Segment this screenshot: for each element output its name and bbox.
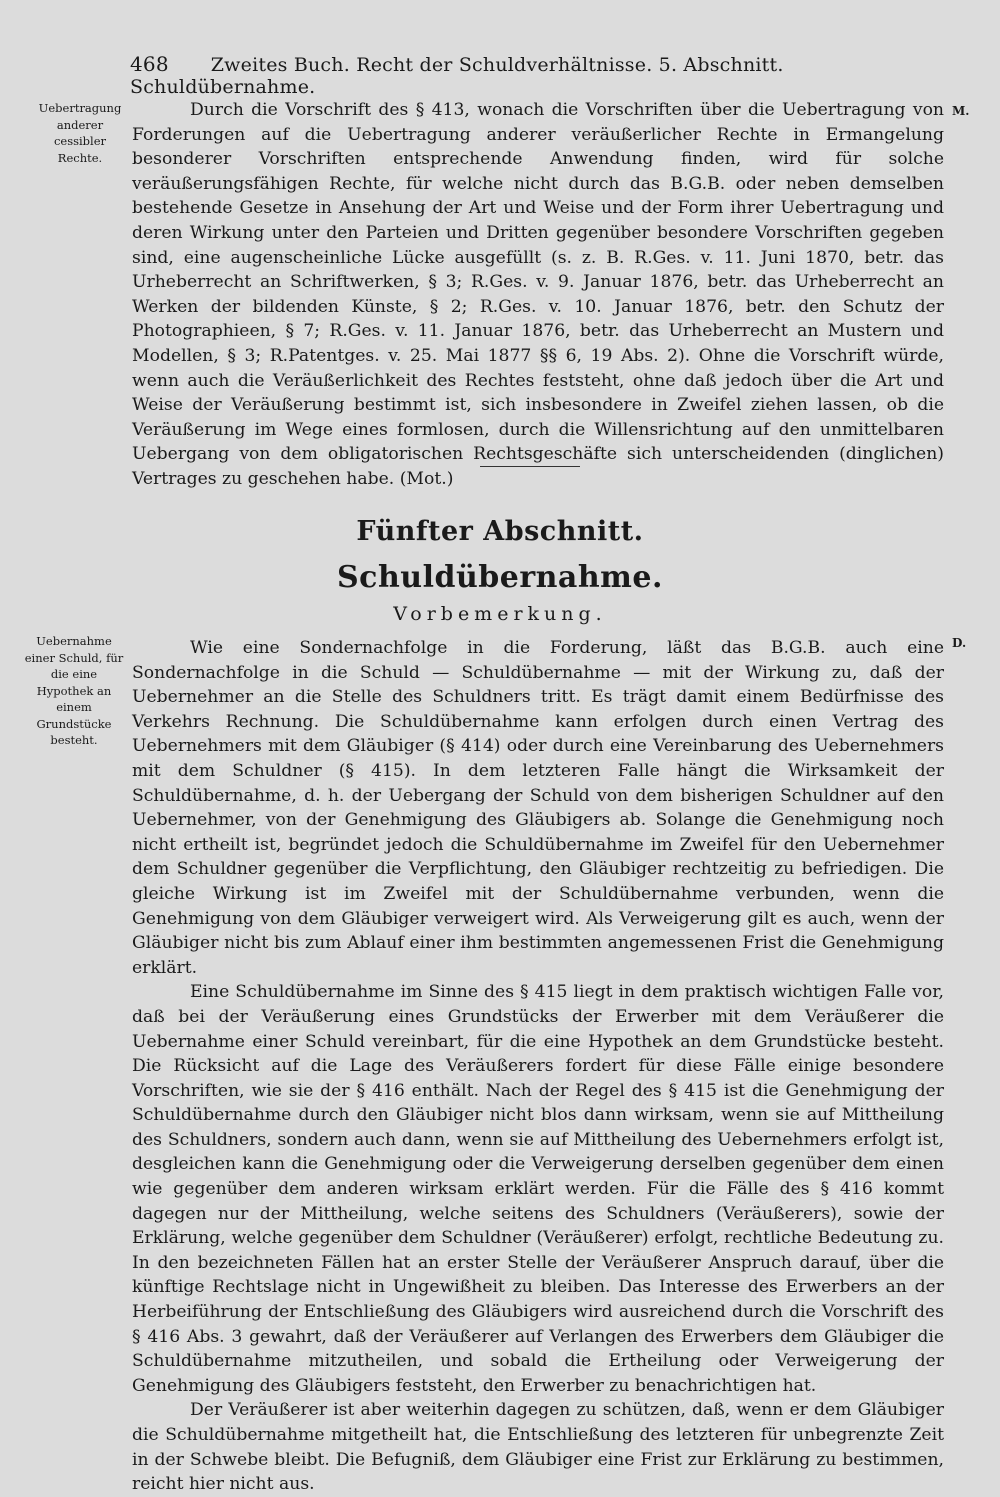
page-number: 468 — [130, 52, 169, 76]
paragraph-block-1 — [132, 98, 944, 492]
margin-letter-d: D. — [952, 636, 967, 650]
running-head-title: Zweites Buch. Recht der Schuldverhältnisse. 5. Abschnitt. Schuldübernahme. — [130, 54, 784, 98]
margin-letter-m: M. — [952, 104, 970, 118]
section-divider — [480, 466, 580, 467]
margin-note-assumption: Uebernahme einer Schuld, für die eine Hypothek an einem Grundstücke besteht. — [24, 634, 124, 747]
paragraph: Durch die Vorschrift des § 413, wonach die Vorschriften über die Uebertragung von Forderungen auf die Uebertragung anderer veräußerlicher Rechte in Ermangelung besonderer Vorschriften entsprechende Anwendung finden, wird für solche veräußerungsfähigen Rechte, für welche nicht durch das B.G.B. oder neben demselben bestehende Gesetze in Ansehung der Art und Weise und der Form ihrer Uebertragung und deren Wirkung unter den Parteien und Dritten gegenüber besondere Vorschriften gegeben sind, eine augenscheinliche Lücke ausgefüllt (s. z. B. R.Ges. v. 11. Juni 1870, betr. das Urheberrecht an Schriftwerken, § 3; R.Ges. v. 9. Januar 1876, betr. das Urheberrecht an Werken der bildenden Künste, § 2; R.Ges. v. 10. Januar 1876, betr. den Schutz der Photographieen, § 7; R.Ges. v. 11. Januar 1876, betr. das Urheberrecht an Mustern und Modellen, § 3; R.Patentges. v. 25. Mai 1877 §§ 6, 19 Abs. 2). Ohne die Vorschrift würde, wenn auch die Veräußerlichkeit des Rechtes feststeht, ohne daß jedoch über die Art und Weise der Veräußerung bestimmt ist, sich insbesondere in Zweifel ziehen lassen, ob die Veräußerung im Wege eines formlosen, durch die Willensrichtung auf den unmittelbaren Uebergang von dem obligatorischen Rechtsgeschäfte sich unterscheidenden (dinglichen) Vertrages zu geschehen habe. (Mot.) — [132, 100, 944, 489]
paragraph: Wie eine Sondernachfolge in die Forderung, läßt das B.G.B. auch eine Sondernachfolge in die Schuld — Schuldübernahme — mit der Wirkung zu, daß der Uebernehmer an die Stelle des Schuldners tritt. Es trägt damit einem Bedürfnisse des Verkehrs Rechnung. Die Schuldübernahme kann erfolgen durch einen Vertrag des Uebernehmers mit dem Gläubiger (§ 414) oder durch eine Vereinbarung des Uebernehmers mit dem Schuldner (§ 415). In dem letzteren Falle hängt die Wirksamkeit der Schuldübernahme, d. h. der Uebergang der Schuld von dem bisherigen Schuldner auf den Uebernehmer, von der Genehmigung des Gläubigers ab. Solange die Genehmigung noch nicht ertheilt ist, begründet jedoch die Schuldübernahme im Zweifel für den Uebernehmer dem Schuldner gegenüber die Verpflichtung, den Gläubiger rechtzeitig zu befriedigen. Die gleiche Wirkung ist im Zweifel mit der Schuldübernahme verbunden, wenn die Genehmigung von dem Gläubiger verweigert wird. Als Verweigerung gilt es auch, wenn der Gläubiger nicht bis zum Ablauf einer ihm bestimmten angemessenen Frist die Genehmigung erklärt. — [132, 638, 944, 978]
section-title: Schuldübernahme. — [337, 560, 663, 595]
section-subtitle: Vorbemerkung. — [393, 603, 607, 625]
paragraph: Eine Schuldübernahme im Sinne des § 415 liegt in dem praktisch wichtigen Falle vor, daß bei der Veräußerung eines Grundstücks der Erwerber mit dem Veräußerer die Uebernahme einer Schuld vereinbart, für die eine Hypothek an dem Grundstücke besteht. Die Rücksicht auf die Lage des Veräußerers fordert für diese Fälle einige besondere Vorschriften, wie sie der § 416 enthält. Nach der Regel des § 415 ist die Genehmigung der Schuldübernahme durch den Gläubiger nicht blos dann wirksam, wenn sie auf Mittheilung des Schuldners, sondern auch dann, wenn sie auf Mittheilung des Uebernehmers erfolgt ist, desgleichen kann die Genehmigung oder die Verweigerung derselben gegenüber dem einen wie gegenüber dem anderen wirksam erklärt werden. Für die Fälle des § 416 kommt dagegen nur der Mittheilung, welche seitens des Schuldners (Veräußerers), sowie der Erklärung, welche gegenüber dem Schuldner (Veräußerer) erfolgt, rechtliche Bedeutung zu. In den bezeichneten Fällen hat an erster Stelle der Veräußerer Anspruch darauf, über die künftige Rechtslage nicht in Ungewißheit zu bleiben. Das Interesse des Erwerbers an der Herbeiführung der Entschließung des Gläubigers wird ausreichend durch die Vorschrift des § 416 Abs. 3 gewahrt, daß der Veräußerer auf Verlangen des Erwerbers dem Gläubiger die Schuldübernahme mitzutheilen, und sobald die Ertheilung oder Verweigerung der Genehmigung des Gläubigers feststeht, den Erwerber zu benachrichtigen hat. — [132, 982, 944, 1396]
paragraph: Der Veräußerer ist aber weiterhin dagegen zu schützen, daß, wenn er dem Gläubiger die Schuldübernahme mitgetheilt hat, die Entschließung des letzteren für unbegrenzte Zeit in der Schwebe bleibt. Die Befugniß, dem Gläubiger eine Frist zur Erklärung zu bestimmen, reicht hier nicht aus. — [132, 1400, 944, 1495]
paragraph-block-2 — [132, 636, 944, 1497]
running-head — [130, 52, 870, 98]
margin-note-transfer: Uebertragung anderer cessibler Rechte. — [38, 101, 122, 165]
section-label: Fünfter Abschnitt. — [356, 516, 644, 547]
